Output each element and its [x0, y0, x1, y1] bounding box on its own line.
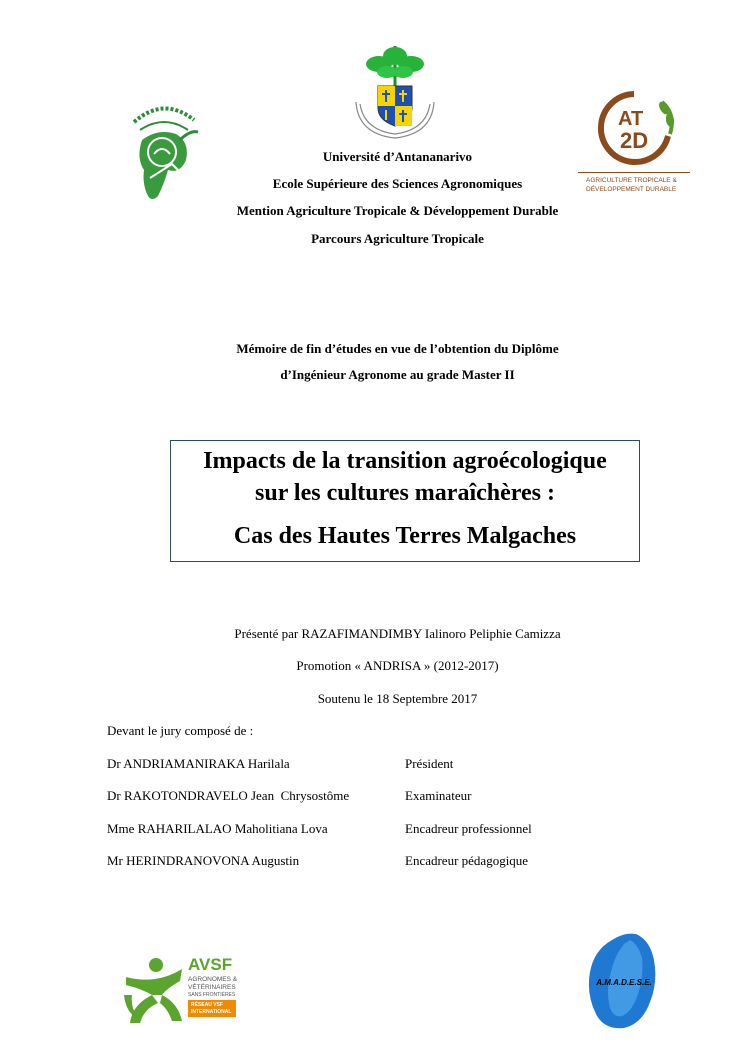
crest-icon	[346, 42, 444, 142]
avsf-line2: VÉTÉRINAIRES	[188, 984, 236, 991]
avsf-line3: SANS FRONTIÈRES	[188, 992, 236, 998]
avsf-figure-icon	[122, 955, 186, 1025]
avsf-name: AVSF	[188, 955, 233, 974]
jury-member-role: Encadreur professionnel	[405, 821, 532, 836]
at2d-caption-line1: AGRICULTURE TROPICALE &	[586, 177, 677, 184]
jury-member-name: Dr RAKOTONDRAVELO Jean Chrysostôme	[107, 788, 350, 803]
jury-member-name: Dr ANDRIAMANIRAKA Harilala	[107, 756, 290, 771]
jury-member-role: Président	[405, 756, 454, 771]
avsf-line1: AGRONOMES &	[188, 976, 238, 983]
at2d-digits: 2D	[620, 128, 649, 153]
jury-member-role: Examinateur	[405, 788, 472, 803]
university-name: Université d’Antananarivo	[322, 149, 473, 164]
at2d-caption-line2: DÉVELOPPEMENT DURABLE	[586, 186, 677, 193]
avsf-badge-line2: INTERNATIONAL	[191, 1009, 232, 1015]
parcours: Parcours Agriculture Tropicale	[311, 231, 484, 246]
jury-member-name: Mr HERINDRANOVONA Augustin	[107, 853, 300, 868]
mention: Mention Agriculture Tropicale & Développement Durable	[236, 203, 559, 218]
thesis-title-line3: Cas des Hautes Terres Malgaches	[233, 523, 577, 549]
avsf-badge-line1: RÉSEAU VSF	[191, 1002, 223, 1008]
memoire-line1: Mémoire de fin d’études en vue de l’obtention du Diplôme	[236, 341, 559, 356]
thesis-title-line2: sur les cultures maraîchères :	[255, 480, 555, 506]
thesis-title-line1: Impacts de la transition agroécologique	[203, 448, 607, 474]
thesis-title-box	[170, 440, 640, 562]
at2d-mark: AT	[618, 108, 644, 130]
avsf-logo	[122, 955, 242, 1025]
jury-intro: Devant le jury composé de :	[107, 723, 254, 738]
jury-member-name: Mme RAHARILALAO Maholitiana Lova	[107, 821, 328, 836]
university-crest	[346, 42, 444, 142]
memoire-line2: d’Ingénieur Agronome au grade Master II	[280, 367, 515, 382]
amadese-logo	[584, 932, 662, 1030]
school-name: Ecole Supérieure des Sciences Agronomiques	[272, 176, 523, 191]
amadese-label: A.M.A.D.E.S.E.	[596, 978, 652, 987]
presented-by: Présenté par RAZAFIMANDIMBY Ialinoro Peliphie Camizza	[234, 626, 561, 641]
jury-member-role: Encadreur pédagogique	[405, 853, 529, 868]
promotion: Promotion « ANDRISA » (2012-2017)	[296, 658, 499, 673]
at2d-divider	[578, 172, 690, 173]
defense-date: Soutenu le 18 Septembre 2017	[317, 691, 478, 706]
